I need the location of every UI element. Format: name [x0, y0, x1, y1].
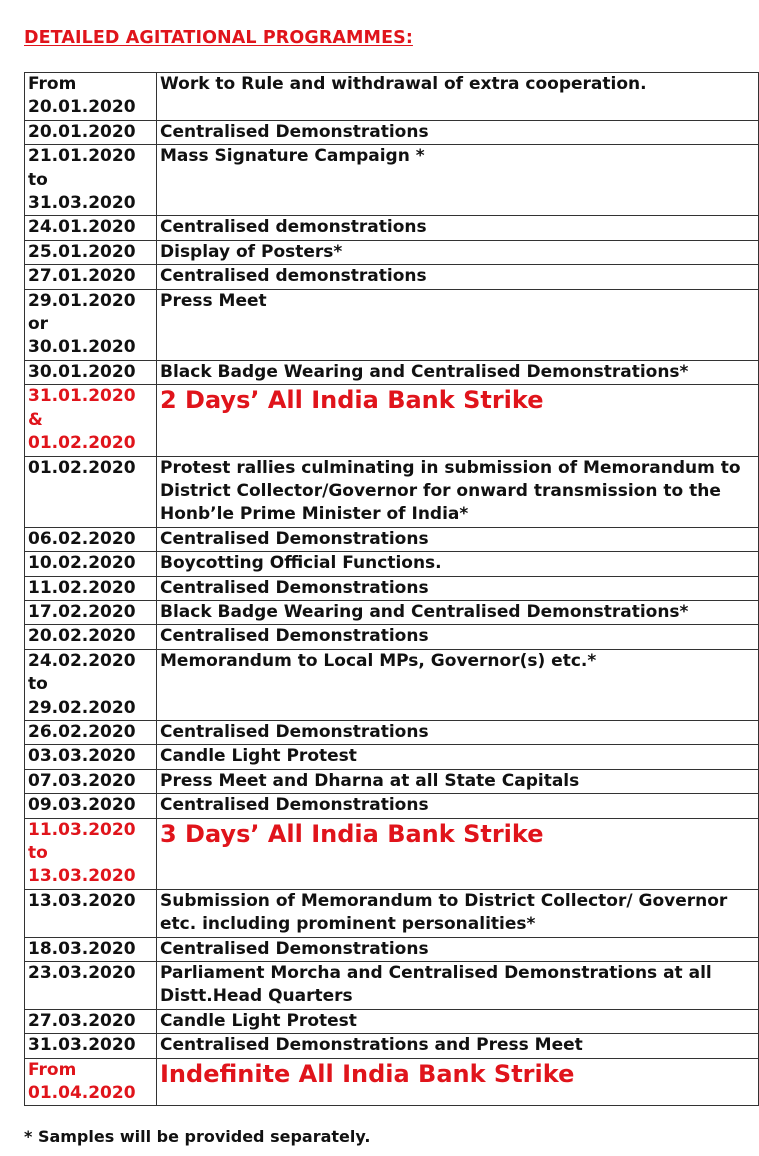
- table-row: [25, 962, 759, 1010]
- row-date: 18.03.2020: [25, 937, 157, 961]
- row-date: 21.01.2020 to 31.03.2020: [25, 145, 157, 216]
- row-date: 23.03.2020: [25, 962, 157, 1010]
- row-date: 20.01.2020: [25, 120, 157, 144]
- table-row: [25, 289, 759, 360]
- row-description: Black Badge Wearing and Centralised Demonstrations*: [157, 600, 759, 624]
- row-description: Indefinite All India Bank Strike: [157, 1058, 759, 1106]
- row-date: 31.01.2020 & 01.02.2020: [25, 385, 157, 456]
- row-date: 27.03.2020: [25, 1009, 157, 1033]
- table-row: [25, 456, 759, 527]
- table-row-strike: [25, 1058, 759, 1106]
- table-row: [25, 552, 759, 576]
- row-date: 26.02.2020: [25, 720, 157, 744]
- table-row: [25, 1034, 759, 1058]
- table-row-strike: [25, 818, 759, 889]
- row-date: 17.02.2020: [25, 600, 157, 624]
- row-date: 11.02.2020: [25, 576, 157, 600]
- row-description: Parliament Morcha and Centralised Demonstrations at all Distt.Head Quarters: [157, 962, 759, 1010]
- row-date: 30.01.2020: [25, 360, 157, 384]
- table-row: [25, 527, 759, 551]
- row-date: 10.02.2020: [25, 552, 157, 576]
- row-description: 2 Days’ All India Bank Strike: [157, 385, 759, 456]
- table-row: [25, 120, 759, 144]
- table-row: [25, 720, 759, 744]
- row-date: 27.01.2020: [25, 265, 157, 289]
- row-description: Memorandum to Local MPs, Governor(s) etc.*: [157, 649, 759, 720]
- row-description: Centralised Demonstrations and Press Meet: [157, 1034, 759, 1058]
- table-row: [25, 769, 759, 793]
- row-description: Centralised Demonstrations: [157, 120, 759, 144]
- row-description: Boycotting Official Functions.: [157, 552, 759, 576]
- row-description: Centralised Demonstrations: [157, 576, 759, 600]
- row-description: Centralised Demonstrations: [157, 625, 759, 649]
- row-description: Candle Light Protest: [157, 1009, 759, 1033]
- programme-table: [24, 72, 759, 1106]
- row-description: 3 Days’ All India Bank Strike: [157, 818, 759, 889]
- row-description: Centralised demonstrations: [157, 265, 759, 289]
- row-date: 11.03.2020 to 13.03.2020: [25, 818, 157, 889]
- table-row: [25, 240, 759, 264]
- table-row: [25, 145, 759, 216]
- table-row: [25, 649, 759, 720]
- row-description: Press Meet and Dharna at all State Capitals: [157, 769, 759, 793]
- table-row: [25, 1009, 759, 1033]
- row-date: 13.03.2020: [25, 889, 157, 937]
- table-row: [25, 889, 759, 937]
- programme-table-body: [25, 73, 759, 1106]
- row-description: Black Badge Wearing and Centralised Demonstrations*: [157, 360, 759, 384]
- table-row: [25, 600, 759, 624]
- table-row: [25, 745, 759, 769]
- row-description: Centralised Demonstrations: [157, 794, 759, 818]
- row-date: 20.02.2020: [25, 625, 157, 649]
- row-date: 07.03.2020: [25, 769, 157, 793]
- row-description: Submission of Memorandum to District Collector/ Governor etc. including prominent personalities*: [157, 889, 759, 937]
- row-description: Press Meet: [157, 289, 759, 360]
- row-description: Display of Posters*: [157, 240, 759, 264]
- table-row: [25, 937, 759, 961]
- row-date: 24.02.2020 to 29.02.2020: [25, 649, 157, 720]
- row-date: 29.01.2020 or 30.01.2020: [25, 289, 157, 360]
- table-row: [25, 625, 759, 649]
- table-row: [25, 216, 759, 240]
- row-date: From 20.01.2020: [25, 73, 157, 121]
- row-description: Work to Rule and withdrawal of extra cooperation.: [157, 73, 759, 121]
- row-date: 31.03.2020: [25, 1034, 157, 1058]
- row-date: 03.03.2020: [25, 745, 157, 769]
- row-date: 06.02.2020: [25, 527, 157, 551]
- row-description: Candle Light Protest: [157, 745, 759, 769]
- footnote: * Samples will be provided separately.: [24, 1127, 371, 1146]
- row-date: 01.02.2020: [25, 456, 157, 527]
- row-date: From 01.04.2020: [25, 1058, 157, 1106]
- row-date: 24.01.2020: [25, 216, 157, 240]
- row-date: 09.03.2020: [25, 794, 157, 818]
- table-row: [25, 360, 759, 384]
- table-row: [25, 265, 759, 289]
- row-description: Centralised Demonstrations: [157, 527, 759, 551]
- page-title: DETAILED AGITATIONAL PROGRAMMES:: [24, 28, 413, 48]
- row-description: Centralised demonstrations: [157, 216, 759, 240]
- row-date: 25.01.2020: [25, 240, 157, 264]
- table-row-strike: [25, 385, 759, 456]
- row-description: Centralised Demonstrations: [157, 720, 759, 744]
- table-row: [25, 794, 759, 818]
- table-row: [25, 576, 759, 600]
- row-description: Protest rallies culminating in submission of Memorandum to District Collector/Governor for onward transmission to the Honb’le Prime Minister of India*: [157, 456, 759, 527]
- row-description: Mass Signature Campaign *: [157, 145, 759, 216]
- row-description: Centralised Demonstrations: [157, 937, 759, 961]
- table-row: [25, 73, 759, 121]
